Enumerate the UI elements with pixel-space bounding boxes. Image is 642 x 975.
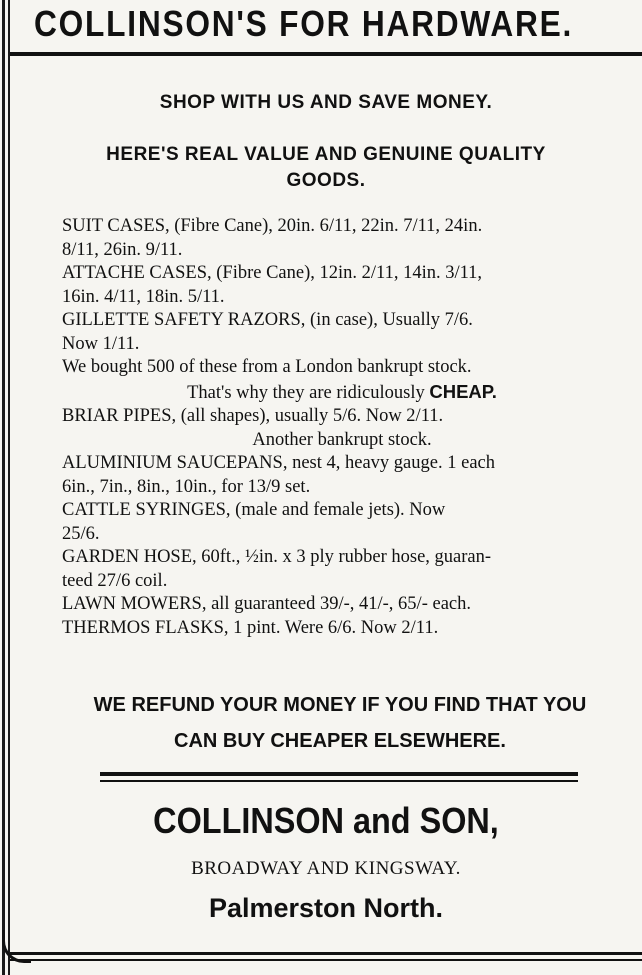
tagline-goods: GOODS. [286,170,366,191]
refund-line-1: WE REFUND YOUR MONEY IF YOU FIND THAT YOU [93,694,587,716]
cheap-note: That's why they are ridiculously CHEAP. [187,380,497,403]
firm-name: COLLINSON and SON, [153,800,499,841]
headline: COLLINSON'S FOR HARDWARE. [34,3,574,44]
top-rule [10,52,642,56]
left-border [2,0,5,975]
bottom-rule [10,952,642,955]
refund-line-2: CAN BUY CHEAPER ELSEWHERE. [174,730,506,752]
list-item: BRIAR PIPES, (all shapes), usually 5/6. Now 2/11. [62,406,444,426]
list-item: ATTACHE CASES, (Fibre Cane), 12in. 2/11, 14in. 3/11, 16in. 4/11, 18in. 5/11. [62,263,483,307]
list-item: ALUMINIUM SAUCEPANS, nest 4, heavy gauge. 1 each 6in., 7in., 8in., 10in., for 13/9 set. [62,453,495,497]
tagline-quality: HERE'S REAL VALUE AND GENUINE QUALITY [106,144,546,165]
bankrupt-note: Another bankrupt stock. [252,429,432,450]
list-item: THERMOS FLASKS, 1 pint. Were 6/6. Now 2/11. [62,617,439,638]
bottom-rule-thin [10,959,642,961]
list-item: We bought 500 of these from a London bankrupt stock. [62,357,472,377]
list-item: GILLETTE SAFETY RAZORS, (in case), Usually 7/6. Now 1/11. [62,310,473,354]
divider-rule [100,772,578,782]
list-item: GARDEN HOSE, 60ft., ½in. x 3 ply rubber hose, guaran- teed 27/6 coil. [62,547,492,591]
list-item: SUIT CASES, (Fibre Cane), 20in. 6/11, 22in. 7/11, 24in. 8/11, 26in. 9/11. [62,216,483,260]
address: BROADWAY AND KINGSWAY. [191,858,461,879]
town: Palmerston North. [208,893,444,923]
list-item: CATTLE SYRINGES, (male and female jets). Now 25/6. [62,500,446,544]
tagline-save-money: SHOP WITH US AND SAVE MONEY. [159,92,493,113]
list-item: LAWN MOWERS, all guaranteed 39/-, 41/-, 65/- each. [62,594,471,614]
advertisement [10,0,642,975]
item-list [62,215,622,640]
